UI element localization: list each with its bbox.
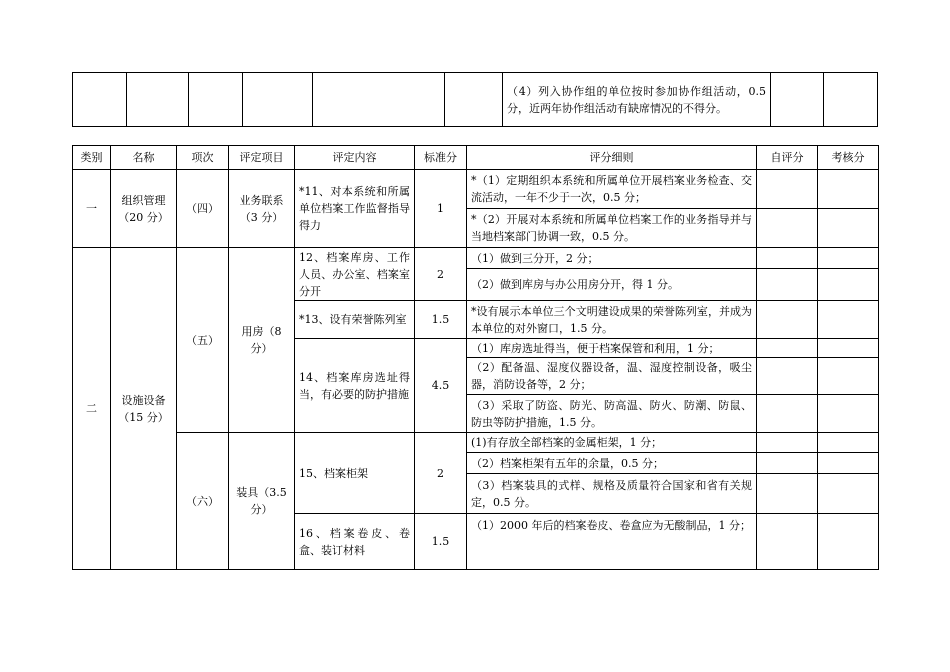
item-no-cell: （四）: [177, 170, 229, 248]
top-cell-empty: [445, 73, 503, 127]
content-cell: *13、设有荣誉陈列室: [295, 301, 415, 339]
content-cell: *11、对本系统和所属单位档案工作监督指导得力: [295, 170, 415, 248]
top-cell-empty: [771, 73, 824, 127]
review-score-cell[interactable]: [818, 453, 879, 474]
detail-cell: *（2）开展对本系统和所属单位档案工作的业务指导并与当地档案部门协调一致，0.5 分。: [467, 209, 757, 248]
self-score-cell[interactable]: [757, 301, 818, 339]
item-cell: 用房（8 分）: [229, 248, 295, 433]
review-score-cell[interactable]: [818, 248, 879, 269]
self-score-cell[interactable]: [757, 269, 818, 301]
evaluation-table: [72, 145, 879, 570]
self-score-cell[interactable]: [757, 433, 818, 453]
content-cell: 14、档案库房选址得当，有必要的防护措施: [295, 339, 415, 433]
detail-cell: *（1）定期组织本系统和所属单位开展档案业务检查、交流活动，一年不少于一次，0.5 分；: [467, 170, 757, 209]
detail-cell: （1）2000 年后的档案卷皮、卷盒应为无酸制品，1 分；: [467, 514, 757, 570]
self-score-cell[interactable]: [757, 514, 818, 570]
header-review-score: 考核分: [818, 146, 879, 170]
self-score-cell[interactable]: [757, 248, 818, 269]
header-name: 名称: [111, 146, 177, 170]
name-cell: 设施设备（15 分）: [111, 248, 177, 570]
top-cell-empty: [127, 73, 189, 127]
item-cell: 业务联系（3 分）: [229, 170, 295, 248]
header-content: 评定内容: [295, 146, 415, 170]
review-score-cell[interactable]: [818, 339, 879, 358]
detail-cell: (1)有存放全部档案的金属柜架，1 分；: [467, 433, 757, 453]
top-cell-empty: [313, 73, 445, 127]
score-cell: 1.5: [415, 514, 467, 570]
top-detail: （4）列入协作组的单位按时参加协作组活动，0.5 分，近两年协作组活动有缺席情况的不得分。: [503, 73, 771, 127]
header-score: 标准分: [415, 146, 467, 170]
self-score-cell[interactable]: [757, 474, 818, 514]
content-cell: 12、档案库房、工作人员、办公室、档案室分开: [295, 248, 415, 301]
category-cell: 二: [73, 248, 111, 570]
review-score-cell[interactable]: [818, 433, 879, 453]
category-cell: 一: [73, 170, 111, 248]
score-cell: 1: [415, 170, 467, 248]
review-score-cell[interactable]: [818, 301, 879, 339]
top-cell-empty: [243, 73, 313, 127]
header-item: 评定项目: [229, 146, 295, 170]
top-cell-empty: [824, 73, 878, 127]
score-cell: 1.5: [415, 301, 467, 339]
name-cell: 组织管理（20 分）: [111, 170, 177, 248]
header-category: 类别: [73, 146, 111, 170]
score-cell: 2: [415, 248, 467, 301]
detail-cell: （1）做到三分开，2 分；: [467, 248, 757, 269]
header-item-no: 项次: [177, 146, 229, 170]
item-no-cell: （六）: [177, 433, 229, 570]
score-cell: 4.5: [415, 339, 467, 433]
content-cell: 16、档案卷皮、卷盒、装订材料: [295, 514, 415, 570]
self-score-cell[interactable]: [757, 395, 818, 433]
detail-cell: （2）配备温、湿度仪器设备，温、湿度控制设备，吸尘器，消防设备等，2 分；: [467, 358, 757, 395]
item-cell: 装具（3.5 分）: [229, 433, 295, 570]
detail-cell: *设有展示本单位三个文明建设成果的荣誉陈列室，并成为本单位的对外窗口，1.5 分。: [467, 301, 757, 339]
table-row: [73, 170, 879, 209]
self-score-cell[interactable]: [757, 453, 818, 474]
review-score-cell[interactable]: [818, 395, 879, 433]
header-details: 评分细则: [467, 146, 757, 170]
detail-cell: （2）做到库房与办公用房分开，得 1 分。: [467, 269, 757, 301]
top-cell-empty: [73, 73, 127, 127]
top-continuation-table: [72, 72, 878, 127]
top-cell-empty: [189, 73, 243, 127]
detail-cell: （3）采取了防盗、防光、防高温、防火、防潮、防鼠、防虫等防护措施，1.5 分。: [467, 395, 757, 433]
self-score-cell[interactable]: [757, 339, 818, 358]
review-score-cell[interactable]: [818, 269, 879, 301]
review-score-cell[interactable]: [818, 209, 879, 248]
detail-cell: （3）档案装具的式样、规格及质量符合国家和省有关规定，0.5 分。: [467, 474, 757, 514]
top-row: [73, 73, 878, 127]
review-score-cell[interactable]: [818, 514, 879, 570]
item-no-cell: （五）: [177, 248, 229, 433]
review-score-cell[interactable]: [818, 474, 879, 514]
review-score-cell[interactable]: [818, 170, 879, 209]
content-cell: 15、档案柜架: [295, 433, 415, 514]
self-score-cell[interactable]: [757, 358, 818, 395]
review-score-cell[interactable]: [818, 358, 879, 395]
score-cell: 2: [415, 433, 467, 514]
header-self-score: 自评分: [757, 146, 818, 170]
self-score-cell[interactable]: [757, 170, 818, 209]
self-score-cell[interactable]: [757, 209, 818, 248]
detail-cell: （2）档案柜架有五年的余量，0.5 分；: [467, 453, 757, 474]
table-row: [73, 433, 879, 453]
header-row: [73, 146, 879, 170]
detail-cell: （1）库房选址得当，便于档案保管和利用，1 分；: [467, 339, 757, 358]
table-row: [73, 248, 879, 269]
